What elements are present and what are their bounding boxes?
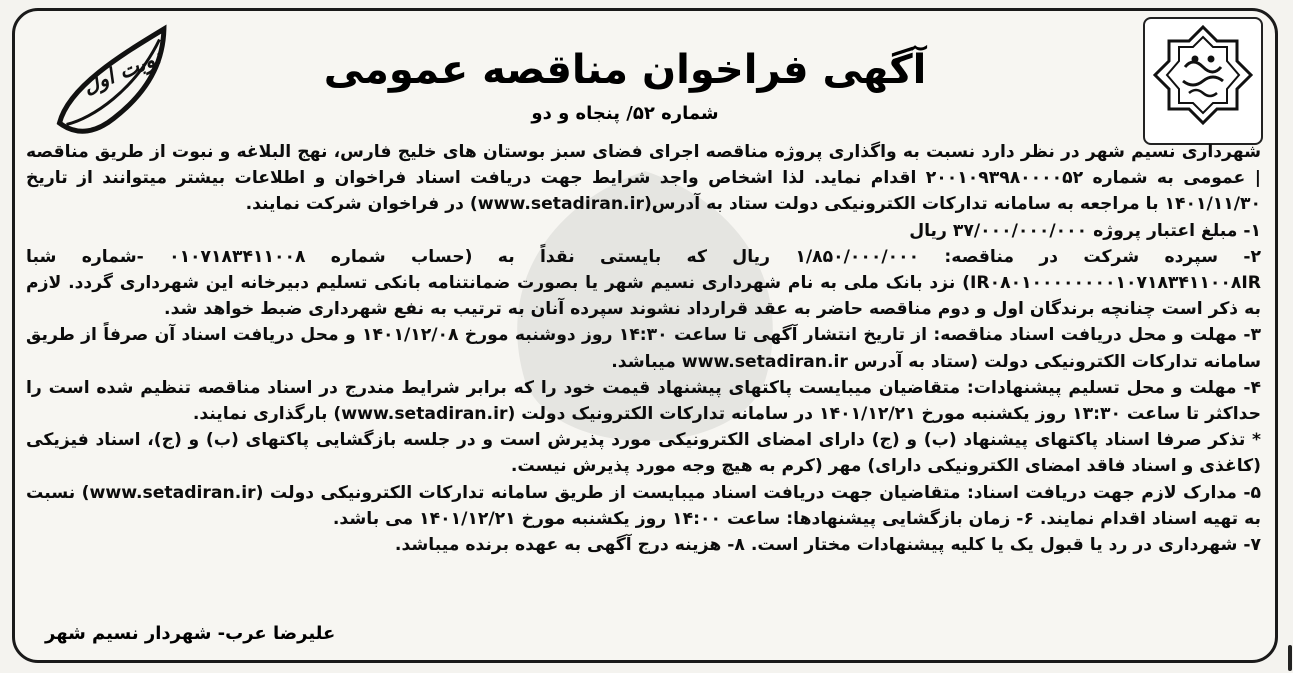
municipality-emblem-icon — [1149, 23, 1257, 139]
intro-paragraph: شهرداری نسیم شهر در نظر دارد نسبت به واگذاری پروژه مناقصه اجرای فضای سبز بوستان های خلیج فارس، نهج البلاغه و نبوت از طریق مناقصه | عمومی به شماره ۲۰۰۱۰۹۳۹۸۰۰۰۰۵۲ اقدام نماید. لذا اشخاص واجد شرایط جهت دریافت اسناد فراخوان و اطلاعات بیشتر میتوانند از تاریخ ۱۴۰۱/۱۱/۳۰ با مراجعه به سامانه تدارکات الکترونیکی دولت ستاد به آدرس(www.setadiran.ir) در فراخوان شرکت نمایند. — [26, 142, 1261, 215]
signature: علیرضا عرب- شهردار نسیم شهر — [45, 623, 336, 644]
clause-5-6-requirements-opening: ۵- مدارک لازم جهت دریافت اسناد: متقاضیان جهت دریافت اسناد میبایست از طریق سامانه تدارکات الکترونیکی دولت (www.setadiran.ir) نسبت به تهیه اسناد اقدام نمایند. ۶- زمان بازگشایی پیشنهادها: ساعت ۱۴:۰۰ روز یکشنبه مورخ ۱۴۰۱/۱۲/۲۱ می باشد. — [26, 482, 1261, 529]
clause-3-document-deadline: ۳- مهلت و محل دریافت اسناد مناقصه: از تاریخ انتشار آگهی تا ساعت ۱۴:۳۰ روز دوشنبه مورخ ۱۴۰۱/۱۲/۰۸ و محل دریافت اسناد آن صرفاً از طریق سامانه تدارکات الکترونیکی دولت (ستاد به آدرس www.setadiran.ir میباشد. — [26, 325, 1261, 372]
clause-2-deposit: ۲- سپرده شرکت در مناقصه: ۱/۸۵۰/۰۰۰/۰۰۰ ریال که بایستی نقداً به (حساب شماره ۰۱۰۷۱۸۳۴۱۱۰۰۸ -شماره شبا IR۰۸۰۱۰۰۰۰۰۰۰۰۱۰۷۱۸۳۴۱۱۰۰۸IR) نزد بانک ملی به نام شهرداری نسیم شهر یا بصورت ضمانتنامه بانکی تسلیم دبیرخانه این شهرداری گردد. لازم به ذکر است چنانچه برندگان اول و دوم مناقصه حاضر به عقد قرارداد نشوند سپرده آنان به ترتیب به نفع شهرداری ضبط خواهد شد. — [26, 246, 1261, 320]
notice-number: شماره ۵۲/ پنجاه و دو — [531, 103, 719, 124]
clause-note-electronic-signature: * تذکر صرفا اسناد پاکتهای پیشنهاد (ب) و (ج) دارای امضای الکترونیکی مورد پذیرش است و در جلسه بازگشایی پاکتهای (ب) و (ج)، اسناد فیزیکی (کاغذی و اسناد فاقد امضای الکترونیکی دارای) مهر (کرم به هیچ وجه مورد پذیرش نیست. — [26, 430, 1261, 477]
clause-4-submission-deadline: ۴- مهلت و محل تسلیم پیشنهادات: متقاضیان میبایست پاکتهای پیشنهاد قیمت خود را که برابر شرایط مندرج در اسناد مناقصه تنظیم شده است را حداکثر تا ساعت ۱۳:۳۰ روز یکشنبه مورخ ۱۴۰۱/۱۲/۲۱ در سامانه تدارکات الکترونیک دولت (www.setadiran.ir) بارگذاری نمایند. — [26, 377, 1261, 425]
page-edge-mark — [1288, 645, 1292, 671]
stamp-label: نوبت اول — [79, 45, 165, 99]
notice-frame — [12, 8, 1278, 663]
municipality-logo — [1143, 17, 1263, 145]
clause-1-budget: ۱- مبلغ اعتبار پروژه ۳۷/۰۰۰/۰۰۰/۰۰۰ ریال — [909, 220, 1261, 241]
page-title: آگهی فراخوان مناقصه عمومی — [323, 47, 927, 93]
notice-body — [26, 139, 1261, 558]
clause-7-8-rights-costs: ۷- شهرداری در رد یا قبول یک یا کلیه پیشنهادات مختار است. ۸- هزینه درج آگهی به عهده برنده میباشد. — [394, 535, 1261, 556]
